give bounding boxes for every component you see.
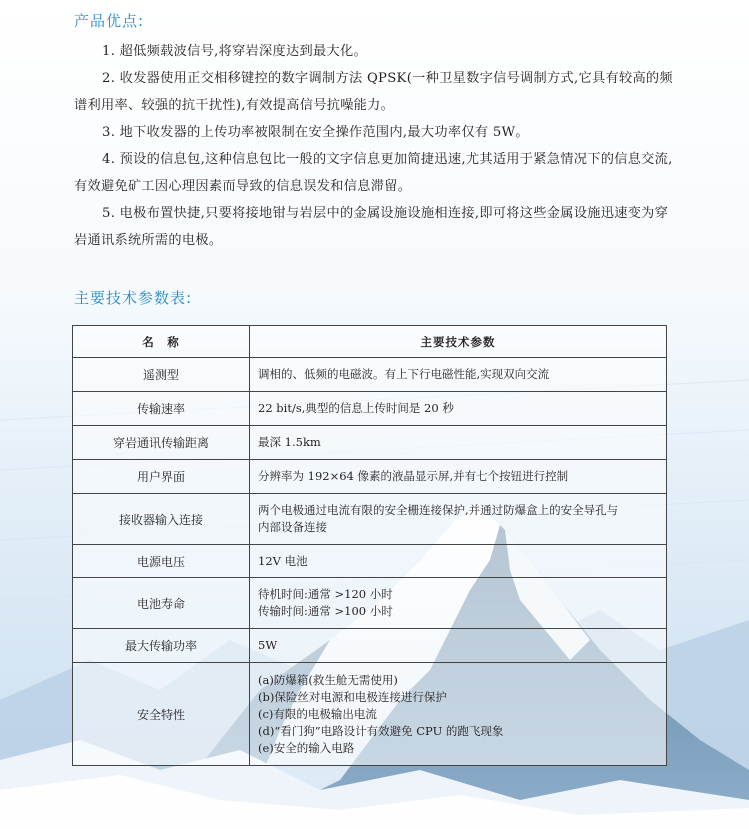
advantage-item-2: 2. 收发器使用正交相移键控的数字调制方法 QPSK(一种卫星数字信号调制方式,它具有较高的频谱利用率、较强的抗干扰性),有效提高信号抗噪能力。 [74, 71, 673, 113]
table-row [73, 629, 667, 663]
advantages-heading: 产品优点: [74, 12, 145, 30]
table-row [73, 578, 667, 629]
row-value: 调相的、低频的电磁波。有上下行电磁性能,实现双向交流 [250, 358, 667, 392]
table-row [73, 494, 667, 545]
header-value: 主要技术参数 [250, 326, 667, 358]
advantage-item-1: 1. 超低频载波信号,将穿岩深度达到最大化。 [102, 44, 367, 59]
row-name: 遥测型 [73, 358, 250, 392]
table-row [73, 358, 667, 392]
row-name: 安全特性 [73, 663, 250, 766]
advantage-item-3: 3. 地下收发器的上传功率被限制在安全操作范围内,最大功率仅有 5W。 [102, 125, 529, 140]
row-value: 22 bit/s,典型的信息上传时间是 20 秒 [250, 392, 667, 426]
row-value: 两个电极通过电流有限的安全栅连接保护,并通过防爆盒上的安全导孔与 内部设备连接 [250, 494, 667, 545]
row-value: 5W [250, 629, 667, 663]
row-value: 分辨率为 192×64 像素的液晶显示屏,并有七个按钮进行控制 [250, 460, 667, 494]
row-value: 最深 1.5km [250, 426, 667, 460]
row-name: 最大传输功率 [73, 629, 250, 663]
row-name: 穿岩通讯传输距离 [73, 426, 250, 460]
table-row [73, 426, 667, 460]
table-row [73, 392, 667, 426]
row-name: 电池寿命 [73, 578, 250, 629]
spec-table [72, 325, 667, 766]
table-row [73, 460, 667, 494]
row-value: (a)防爆箱(救生舱无需使用) (b)保险丝对电源和电极连接进行保护 (c)有限的电极输出电流 (d)“看门狗”电路设计有效避免 CPU 的跑飞现象 (e)安全的输入电路 [250, 663, 667, 766]
row-name: 用户界面 [73, 460, 250, 494]
table-header-row [73, 326, 667, 358]
table-row [73, 663, 667, 766]
row-name: 传输速率 [73, 392, 250, 426]
spec-table-heading: 主要技术参数表: [74, 289, 193, 307]
header-name: 名 称 [73, 326, 250, 358]
row-name: 接收器输入连接 [73, 494, 250, 545]
table-row [73, 545, 667, 578]
advantage-item-4: 4. 预设的信息包,这种信息包比一般的文字信息更加简捷迅速,尤其适用于紧急情况下的信息交流,有效避免矿工因心理因素而导致的信息误发和信息滞留。 [74, 152, 673, 194]
advantage-item-5: 5. 电极布置快捷,只要将接地钳与岩层中的金属设施设施相连接,即可将这些金属设施迅速变为穿岩通讯系统所需的电极。 [74, 206, 669, 248]
row-value: 12V 电池 [250, 545, 667, 578]
row-value: 待机时间:通常 >120 小时 传输时间:通常 >100 小时 [250, 578, 667, 629]
row-name: 电源电压 [73, 545, 250, 578]
